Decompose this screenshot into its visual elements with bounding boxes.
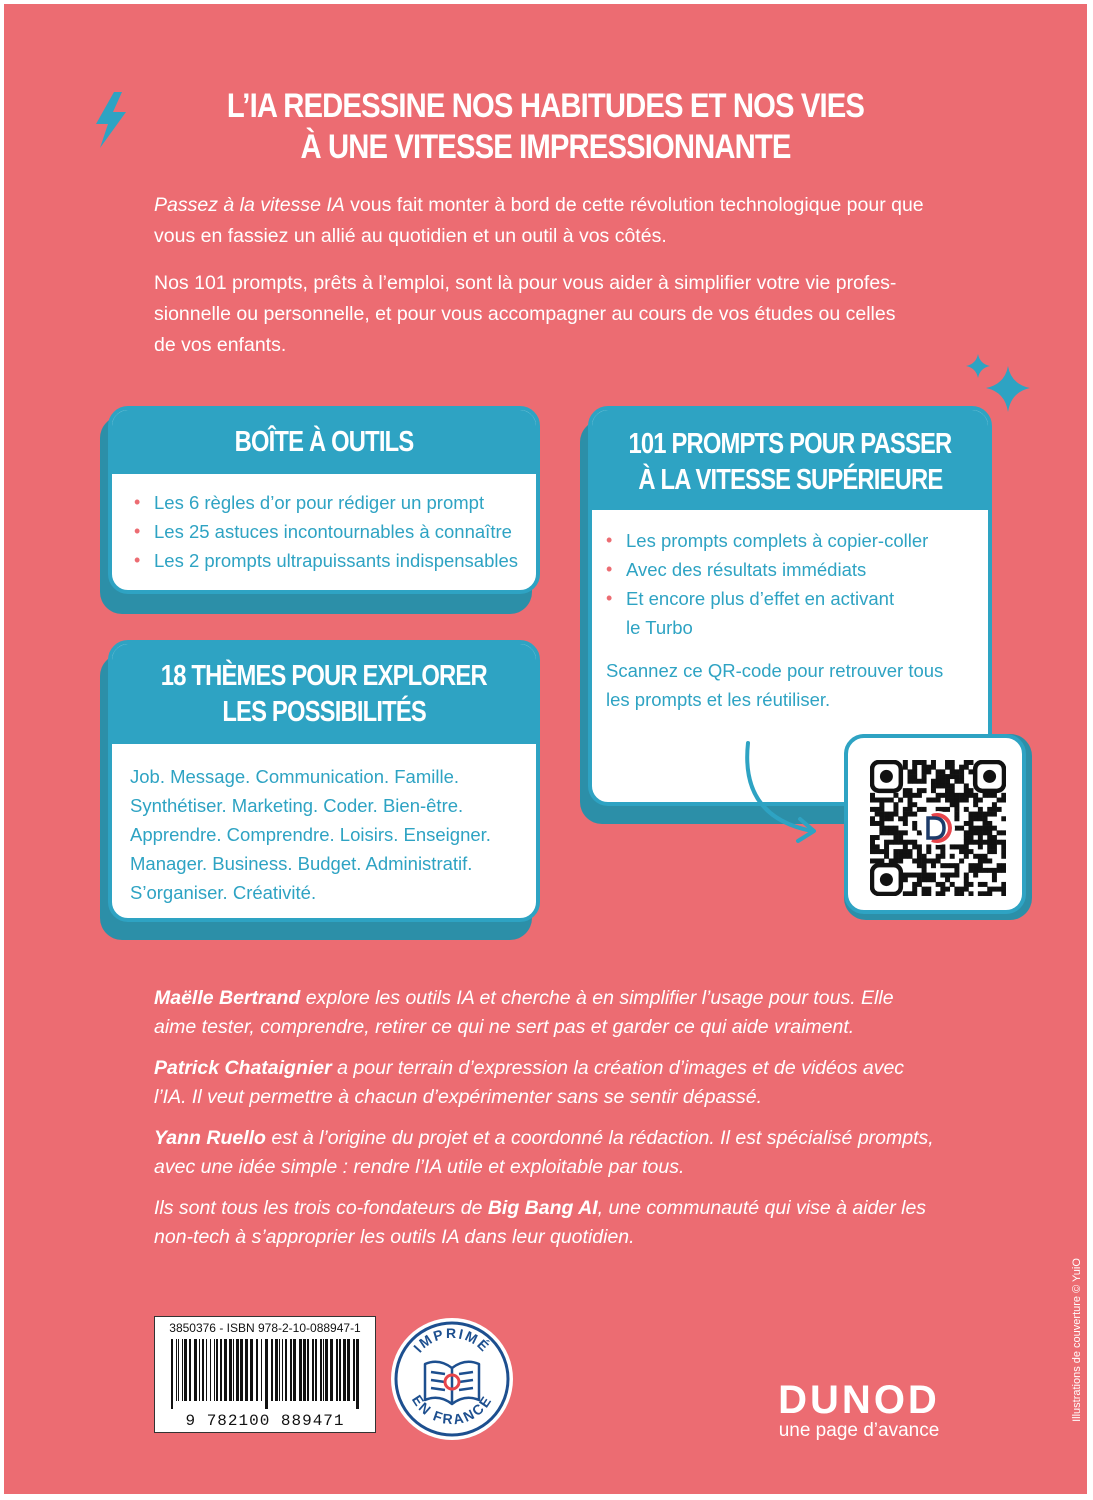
prompts-title: 101 PROMPTS POUR PASSER À LA VITESSE SUPÉRIEURE — [592, 410, 988, 510]
authors-footer: Ils sont tous les trois co-fondateurs de Big Bang AI, une communauté qui vise à aider les non-tech à s’approprier les outils IA dans leur quotidien. — [154, 1197, 927, 1248]
headline — [80, 86, 1011, 168]
themes-line: Job. Message. Communication. Famille. — [130, 766, 460, 787]
intro-text: de vos enfants. — [154, 334, 287, 356]
headline-line-1: L’IA REDESSINE NOS HABITUDES ET NOS VIES — [226, 87, 865, 125]
author-name: Patrick Chataignier — [154, 1057, 332, 1079]
intro-text: sionnelle ou personnelle, et pour vous accompagner au cours de vos études ou celles — [154, 303, 896, 325]
seal-top-text: IMPRIMÉ — [410, 1325, 494, 1356]
themes-line: Synthétiser. Marketing. Coder. Bien-être. — [130, 795, 464, 816]
themes-line: Manager. Business. Budget. Administratif. — [130, 853, 473, 874]
back-cover — [4, 4, 1087, 1494]
book-title: Passez à la vitesse IA — [154, 194, 345, 216]
barcode-bars — [169, 1339, 361, 1409]
toolbox-list — [134, 488, 518, 575]
prompts-list — [606, 526, 928, 642]
isbn-text: 3850376 - ISBN 978-2-10-088947-1 — [169, 1321, 361, 1335]
list-item: • Avec des résultats immédiats — [606, 555, 928, 584]
themes-title: 18 THÈMES POUR EXPLORER LES POSSIBILITÉS — [112, 644, 536, 744]
author-bio: Maëlle Bertrand explore les outils IA et cherche à en simplifier l’usage pour tous. Elle aime tester, comprendre, retirer ce qui ne sert pas et garder ce qui aide vraiment. — [154, 987, 894, 1038]
printed-in-france-seal — [389, 1316, 515, 1442]
intro-paragraph-2 — [154, 268, 944, 361]
author-bio: Patrick Chataignier a pour terrain d’expression la création d’images et de vidéos avec l’IA. Il veut permettre à chacun d’expérimenter sans se sentir dépassé. — [154, 1057, 905, 1108]
qr-instructions-line: Scannez ce QR-code pour retrouver tous — [606, 660, 944, 681]
community-name: Big Bang AI — [487, 1197, 598, 1219]
barcode — [154, 1316, 376, 1433]
seal-bottom-text: EN FRANCE — [408, 1391, 496, 1428]
publisher-logo — [769, 1379, 949, 1441]
headline-line-2: À UNE VITESSE IMPRESSIONNANTE — [300, 128, 791, 166]
qr-instructions-line: les prompts et les réutiliser. — [606, 689, 831, 710]
list-item: • Les prompts complets à copier-coller — [606, 526, 928, 555]
qr-code-frame — [844, 734, 1032, 920]
intro-text: vous en fassiez un allié au quotidien et un outil à vos côtés. — [154, 225, 667, 247]
arrow-icon — [734, 739, 834, 849]
illustration-credits: Illustrations de couverture © YuiO — [1071, 1258, 1083, 1422]
list-item: • Les 6 règles d’or pour rédiger un prompt — [134, 488, 518, 517]
qr-code[interactable] — [870, 760, 1006, 896]
list-item: • Et encore plus d’effet en activant — [606, 584, 928, 613]
toolbox-title: BOÎTE À OUTILS — [112, 410, 536, 474]
qr-instructions — [606, 656, 943, 714]
list-item: le Turbo — [626, 617, 693, 638]
author-bio: Yann Ruello est à l’origine du projet et a coordonné la rédaction. Il est spécialisé prompts, avec une idée simple : rendre l’IA utile et exploitable par tous. — [154, 1127, 934, 1178]
themes-list — [130, 762, 491, 907]
list-item: • Les 2 prompts ultrapuissants indispensables — [134, 546, 518, 575]
barcode-digits: 9 782100 889471 — [185, 1412, 345, 1430]
list-item: • Les 25 astuces incontournables à connaître — [134, 517, 518, 546]
themes-line: Apprendre. Comprendre. Loisirs. Enseigner. — [130, 824, 491, 845]
themes-card — [100, 640, 540, 942]
intro-text: Nos 101 prompts, prêts à l’emploi, sont là pour vous aider à simplifier votre vie profes- — [154, 272, 897, 294]
publisher-name: DUNOD — [778, 1378, 940, 1422]
publisher-tagline: une page d’avance — [778, 1420, 940, 1441]
intro-paragraph-1 — [154, 190, 944, 252]
author-name: Yann Ruello — [154, 1127, 266, 1149]
intro-text: vous fait monter à bord de cette révolution technologique pour que — [344, 194, 924, 216]
themes-line: S’organiser. Créativité. — [130, 882, 317, 903]
author-name: Maëlle Bertrand — [154, 987, 301, 1009]
toolbox-card — [100, 406, 540, 616]
authors-section — [154, 984, 954, 1252]
